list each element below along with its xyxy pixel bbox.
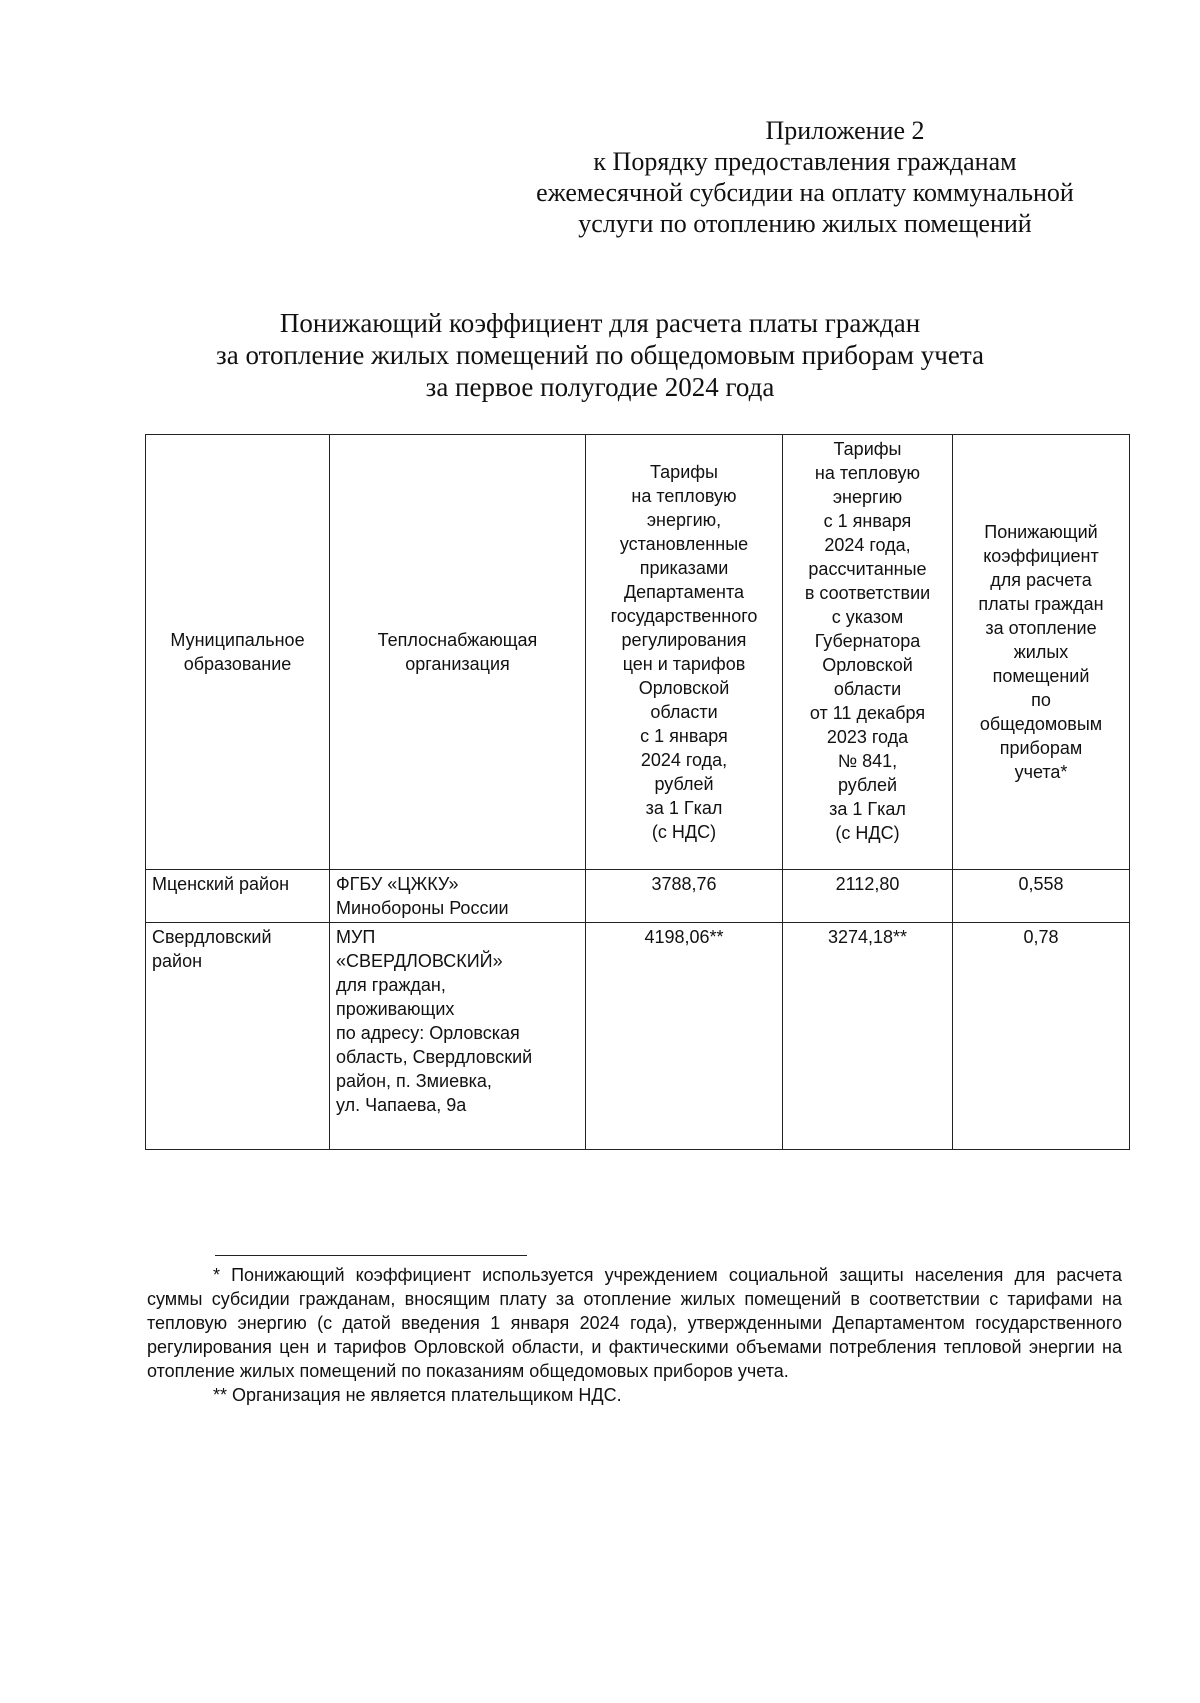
cell-line: область, Свердловский [336,1047,533,1067]
title-line: за первое полугодие 2024 года [425,372,775,402]
cell-line: № 841, [837,751,898,771]
cell-organization [330,870,586,923]
cell-line: в соответствии [804,583,931,603]
cell-line: Понижающий [984,522,1098,542]
cell-line: район, п. Змиевка, [336,1071,492,1091]
cell-line: (с НДС) [651,822,717,842]
cell-line: Губернатора [814,631,921,651]
cell-line: энергию [832,487,903,507]
cell-line: за 1 Гкал [829,799,906,819]
header-tariff-calculated [783,435,953,870]
cell-line: рублей [837,775,898,795]
cell-line: общедомовым [979,714,1103,734]
footnote-1: * Понижающий коэффициент используется учреждением социальной защиты населения для расчета суммы субсидии гражданам, вносящим плату за отопление жилых помещений в соответствии с тарифами на тепловую энергию (с датой введения 1 января 2024 года), утвержденными Департаментом государственного регулирования цен и тарифов Орловской области, и фактическими объемами потребления тепловой энергии на отопление жилых помещений по показаниям общедомовых приборов учета. [147,1265,1122,1381]
cell-line: с 1 января [640,726,728,746]
cell-line: рублей [654,774,714,794]
table-header-row [146,435,1130,870]
appendix-line: к Порядку предоставления гражданам [593,147,1017,176]
cell-line: Орловской [638,678,730,698]
cell-line: рассчитанные [808,559,927,579]
cell-line: на тепловую [631,486,737,506]
cell-line: организация [405,654,510,674]
cell-line: приборам [999,738,1083,758]
cell-coefficient: 0,558 [953,870,1130,923]
table-row [146,870,1130,923]
cell-municipality [146,923,330,1150]
cell-line: 2023 года [826,727,909,747]
cell-line: на тепловую [814,463,921,483]
cell-line: по [1031,690,1051,710]
cell-line: с 1 января [823,511,912,531]
cell-line: для расчета [990,570,1092,590]
cell-line: регулирования [621,630,747,650]
cell-line: энергию, [646,510,722,530]
cell-line: «СВЕРДЛОВСКИЙ» [336,951,503,971]
cell-line: (с НДС) [835,823,900,843]
cell-line: 2024 года, [824,535,911,555]
cell-tariff-calculated: 2112,80 [783,870,953,923]
footnote-divider [215,1255,527,1256]
table-row [146,923,1130,1150]
cell-line: 2024 года, [640,750,728,770]
cell-line: коэффициент [983,546,1099,566]
cell-line: Орловской [822,655,913,675]
cell-line: с указом [831,607,904,627]
cell-line: по адресу: Орловская [336,1023,520,1043]
footnotes [147,1263,1122,1407]
cell-line: за 1 Гкал [645,798,723,818]
appendix-line: услуги по отоплению жилых помещений [578,209,1032,238]
cell-line: учета* [1014,762,1068,782]
cell-coefficient: 0,78 [953,923,1130,1150]
header-coefficient [953,435,1130,870]
appendix-header [505,115,1105,239]
cell-line: проживающих [336,999,455,1019]
cell-line: Тарифы [833,439,902,459]
cell-line: государственного [610,606,758,626]
cell-line: помещений [992,666,1090,686]
header-tariff-approved [586,435,783,870]
cell-line: ФГБУ «ЦЖКУ» [336,874,459,894]
cell-line: области [833,679,902,699]
cell-line: Тарифы [649,462,718,482]
cell-line: платы граждан [978,594,1104,614]
cell-line: за отопление [985,618,1097,638]
title-line: за отопление жилых помещений по общедомовым приборам учета [216,340,984,370]
cell-organization [330,923,586,1150]
cell-line: образование [183,654,292,674]
cell-line: установленные [619,534,749,554]
cell-line: области [650,702,718,722]
cell-line: район [152,951,203,971]
cell-tariff-approved: 3788,76 [586,870,783,923]
header-municipality [146,435,330,870]
header-organization [330,435,586,870]
appendix-line: Приложение 2 [765,116,925,145]
cell-line: ул. Чапаева, 9а [336,1095,467,1115]
footnote-2: ** Организация не является плательщиком НДС. [213,1385,622,1405]
appendix-line: ежемесячной субсидии на оплату коммунальной [536,178,1074,207]
cell-line: от 11 декабря [809,703,926,723]
cell-line: Свердловский [152,927,272,947]
document-title [150,307,1050,403]
cell-line: Муниципальное [170,630,305,650]
title-line: Понижающий коэффициент для расчета платы граждан [279,308,921,338]
cell-line: МУП [336,927,376,947]
cell-line: цен и тарифов [622,654,746,674]
cell-line: Минобороны России [336,898,509,918]
coefficient-table [145,434,1130,1150]
cell-line: Теплоснабжающая [377,630,538,650]
cell-tariff-approved: 4198,06** [586,923,783,1150]
cell-line: Департамента [623,582,744,602]
cell-municipality: Мценский район [146,870,330,923]
cell-line: приказами [639,558,729,578]
cell-tariff-calculated: 3274,18** [783,923,953,1150]
cell-line: жилых [1013,642,1069,662]
cell-line: для граждан, [336,975,446,995]
